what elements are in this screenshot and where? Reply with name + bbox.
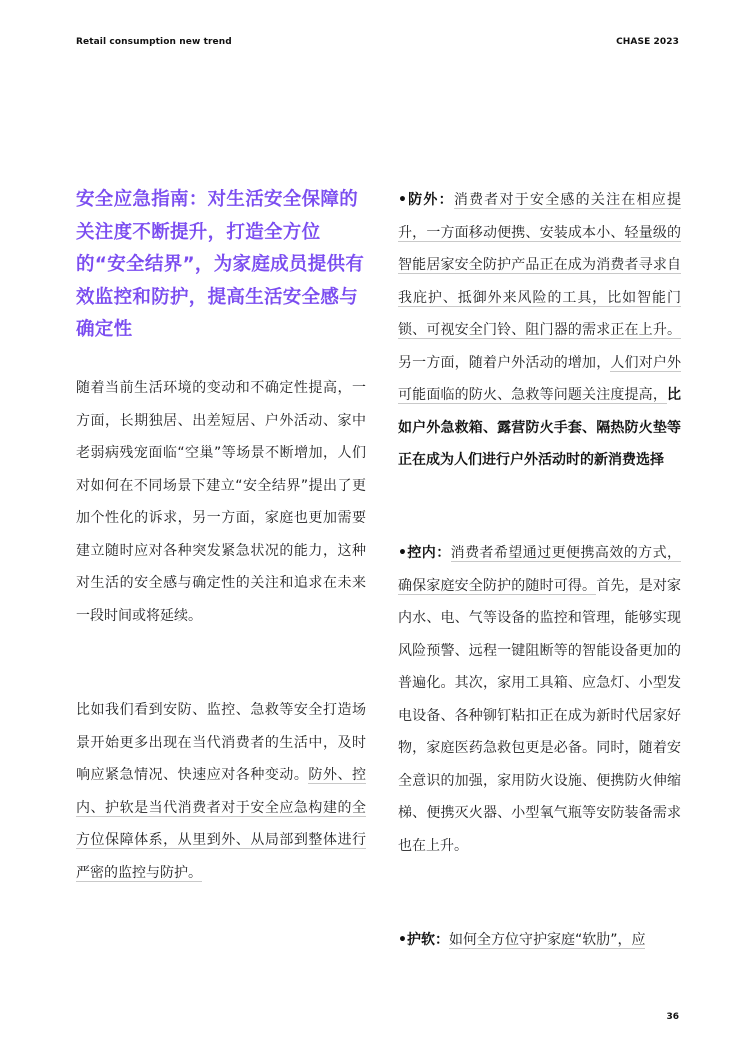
header-publication: Retail consumption new trend <box>76 37 232 47</box>
section-kongnei-text-1: 消费者希望通过更便携高效的方式，确保家庭安全防护的随时可得。 <box>398 545 682 594</box>
section-fangwai-text-2: 移动便携、安装成本小、轻量级的智能居家安全防护产品正在成为消费者寻求自我庇护、抵御外来风险的工具，比如智能门锁、可视安全门铃、阻门器的需求正在上升。 <box>398 224 682 338</box>
intro-paragraph: 随着当前生活环境的变动和不确定性提高，一方面，长期独居、出差短居、户外活动、家中老弱病残宠面临“空巢”等场景不断增加，人们对如何在不同场景下建立“安全结界”提出了更加个性化的诉求，另一方面，家庭也更加需要建立随时应对各种突发紧急状况的能力，这种对生活的安全感与确定性的关注和追求在未来一段时间或将延续。 <box>76 380 366 624</box>
section-fangwai-text-5: 比如户外急救箱、露营防火手套、隔热防火垫等正在成为人们进行户外活动时的新消费选择 <box>398 387 681 468</box>
section-huruan <box>398 924 681 957</box>
example-paragraph-highlight: 防外、控内、护软是当代消费者对于安全应急构建的全方位保障体系，从里到外、从局部到整体进行严密的监控与防护。 <box>76 767 367 881</box>
section-fangwai-text-3: 另一方面，随着户外活动的增加， <box>398 354 611 371</box>
section-kongnei-heading: •控内： <box>398 545 451 561</box>
section-fangwai <box>398 184 681 477</box>
header-brand: CHASE 2023 <box>616 37 679 47</box>
section-fangwai-text-4: 人们对户外可能面临的防火、急救等问题关注度提高， <box>398 354 682 403</box>
example-paragraph <box>76 694 366 889</box>
page-number: 36 <box>666 1012 679 1022</box>
section-kongnei-text-2: 首先，是对家内水、电、气等设备的监控和管理，能够实现风险预警、远程一键阻断等的智能设备更加的普遍化。其次，家用工具箱、应急灯、小型发电设备、各种铆钉粘扣正在成为新时代居家好物，家庭医药急救包更是必备。同时，随着安全意识的加强，家用防火设施、便携防火伸缩梯、便携灭火器、小型氧气瓶等安防装备需求也在上升。 <box>398 577 682 854</box>
example-paragraph-text: 比如我们看到安防、监控、急救等安全打造场景开始更多出现在当代消费者的生活中，及时响应紧急情况、快速应对各种变动。 <box>76 702 366 783</box>
section-title: 安全应急指南：对生活安全保障的关注度不断提升，打造全方位的“安全结界”，为家庭成员提供有效监控和防护，提高生活安全感与确定性 <box>76 189 365 340</box>
section-fangwai-heading: •防外： <box>398 192 454 208</box>
section-fangwai-text-1: 消费者对于安全感的关注在相应提升，一方面 <box>398 192 682 241</box>
section-kongnei <box>398 537 681 862</box>
section-huruan-text-1: 如何全方位守护家庭“软肋”，应 <box>448 932 646 948</box>
section-huruan-heading: •护软： <box>398 932 449 948</box>
